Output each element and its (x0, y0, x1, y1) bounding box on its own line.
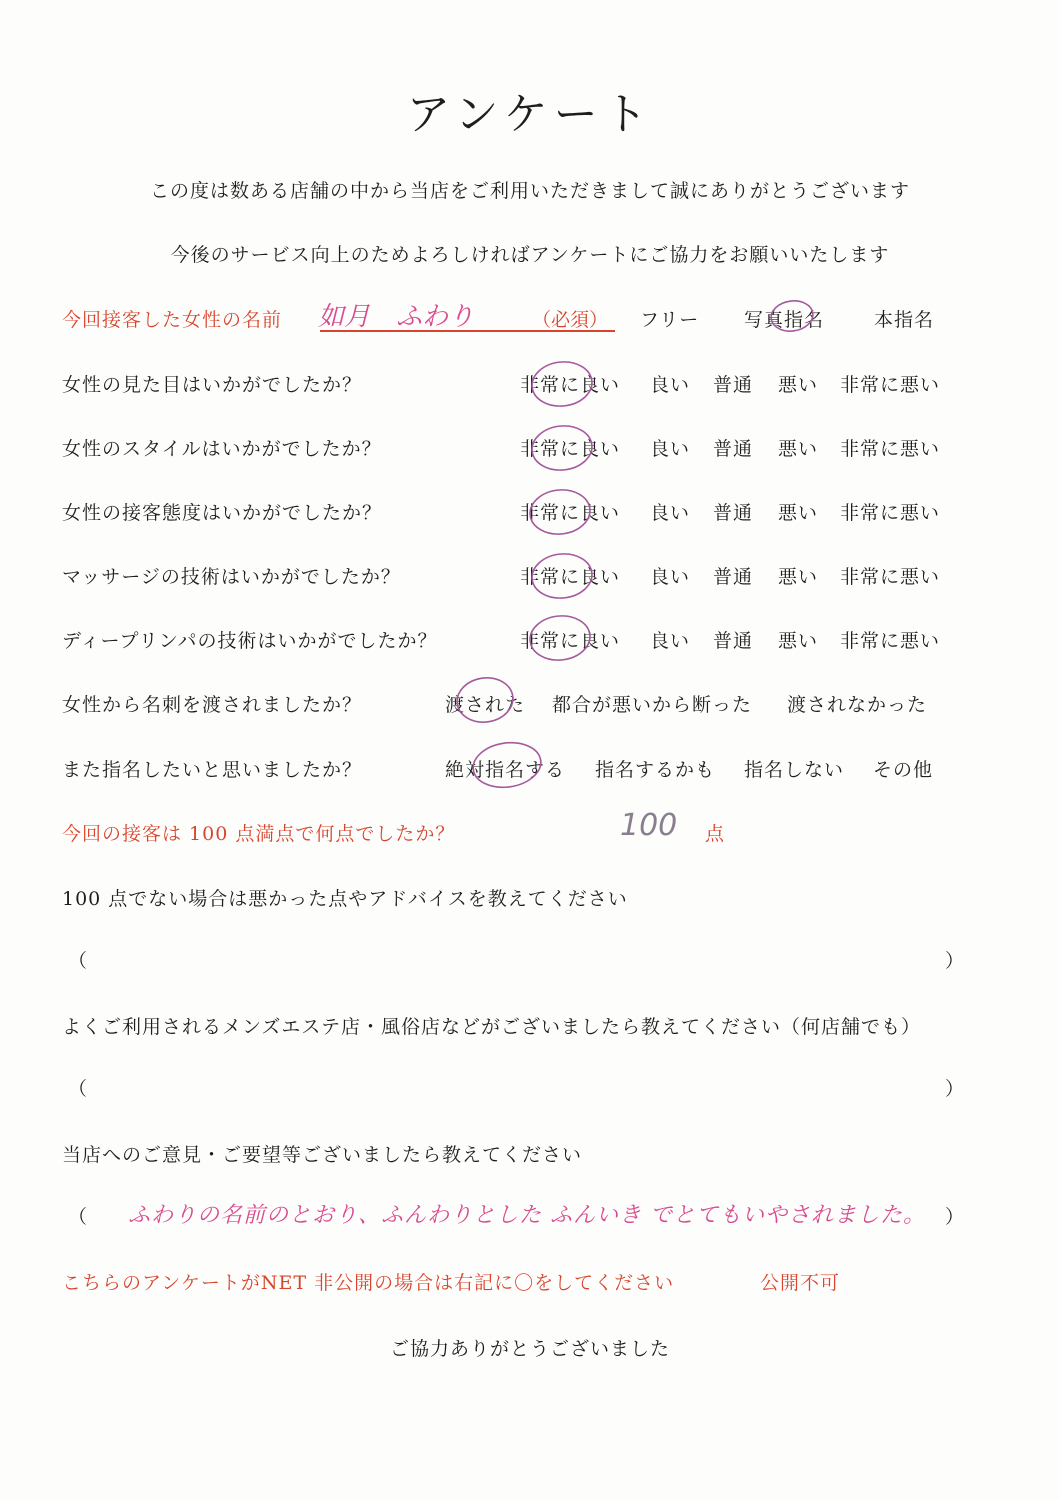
option-very-bad[interactable]: 非常に悪い (840, 374, 941, 396)
option-good[interactable]: 良い (650, 566, 691, 588)
option-very-good[interactable]: 非常に良い (520, 502, 621, 524)
score-question-label: 今回の接客は 100 点満点で何点でしたか？ (62, 823, 456, 845)
shops-open-paren: （ (68, 1078, 88, 1100)
option-maybe[interactable]: 指名するかも (595, 759, 716, 781)
option-very-good[interactable]: 非常に良い (520, 438, 621, 460)
option-declined[interactable]: 都合が悪いから断った (552, 694, 753, 716)
shops-close-paren: ） (945, 1078, 965, 1100)
option-very-bad[interactable]: 非常に悪い (840, 630, 941, 652)
option-average[interactable]: 普通 (713, 438, 754, 460)
option-average[interactable]: 普通 (713, 566, 754, 588)
rating-question-label: 女性の接客態度はいかがでしたか？ (62, 502, 383, 524)
advice-close-paren: ） (945, 950, 965, 972)
required-mark: （必須） (532, 309, 609, 331)
option-average[interactable]: 普通 (713, 502, 754, 524)
advice-open-paren: （ (68, 950, 88, 972)
rating-question-label: 女性のスタイルはいかがでしたか？ (62, 438, 382, 460)
option-private[interactable]: 公開不可 (760, 1272, 841, 1294)
option-very-bad[interactable]: 非常に悪い (840, 566, 941, 588)
option-other[interactable]: その他 (873, 759, 934, 781)
option-bad[interactable]: 悪い (778, 438, 819, 460)
option-not-received[interactable]: 渡されなかった (787, 694, 928, 716)
rating-question-label: 女性の見た目はいかがでしたか？ (62, 374, 363, 396)
option-definitely[interactable]: 絶対指名する (445, 759, 566, 781)
shops-answer-field[interactable] (100, 1074, 940, 1100)
rating-question-label: ディープリンパの技術はいかがでしたか？ (62, 630, 438, 652)
option-very-good[interactable]: 非常に良い (520, 374, 621, 396)
option-good[interactable]: 良い (650, 374, 691, 396)
shops-question-label: よくご利用されるメンズエステ店・風俗店などがございましたら教えてください（何店舗でも） (62, 1016, 922, 1038)
option-good[interactable]: 良い (650, 438, 691, 460)
option-main-nomination[interactable]: 本指名 (874, 309, 935, 331)
opinion-close-paren: ） (945, 1206, 965, 1228)
rating-question-label: マッサージの技術はいかがでしたか？ (62, 566, 401, 588)
option-good[interactable]: 良い (650, 630, 691, 652)
intro-line-2: 今後のサービス向上のためよろしければアンケートにご協力をお願いいたします (170, 244, 890, 266)
option-bad[interactable]: 悪い (778, 630, 819, 652)
advice-answer-field[interactable] (100, 946, 940, 972)
name-question-label: 今回接客した女性の名前 (62, 309, 283, 331)
option-bad[interactable]: 悪い (778, 566, 819, 588)
option-bad[interactable]: 悪い (778, 374, 819, 396)
survey-title: アンケート (406, 89, 654, 140)
option-very-good[interactable]: 非常に良い (520, 566, 621, 588)
name-underline (320, 330, 615, 332)
handwritten-name[interactable]: 如月 ふわり (318, 302, 475, 332)
repeat-question-label: また指名したいと思いましたか？ (62, 759, 363, 781)
option-free[interactable]: フリー (640, 309, 700, 331)
intro-line-1: この度は数ある店舗の中から当店をご利用いただきまして誠にありがとうございます (149, 180, 910, 202)
option-very-good[interactable]: 非常に良い (520, 630, 621, 652)
net-notice-label: こちらのアンケートがNET 非公開の場合は右記に〇をしてください (62, 1272, 675, 1294)
option-good[interactable]: 良い (650, 502, 691, 524)
score-unit: 点 (705, 823, 725, 845)
advice-question-label: 100 点でない場合は悪かった点やアドバイスを教えてください (62, 888, 628, 910)
option-average[interactable]: 普通 (713, 374, 754, 396)
option-photo-nomination[interactable]: 写真指名 (744, 309, 825, 331)
card-question-label: 女性から名刺を渡されましたか？ (62, 694, 363, 716)
opinion-answer-field[interactable]: ふわりの名前のとおり、ふんわりとした ふんいき でとてもいやされました。 (128, 1203, 926, 1228)
opinion-open-paren: （ (68, 1206, 88, 1228)
option-average[interactable]: 普通 (713, 630, 754, 652)
option-no[interactable]: 指名しない (744, 759, 845, 781)
thanks-text: ご協力ありがとうございました (389, 1338, 670, 1360)
option-very-bad[interactable]: 非常に悪い (840, 438, 941, 460)
opinion-question-label: 当店へのご意見・ご要望等ございましたら教えてください (62, 1144, 583, 1166)
option-very-bad[interactable]: 非常に悪い (840, 502, 941, 524)
score-value[interactable]: 100 (620, 808, 678, 843)
option-bad[interactable]: 悪い (778, 502, 819, 524)
option-received[interactable]: 渡された (445, 694, 526, 716)
